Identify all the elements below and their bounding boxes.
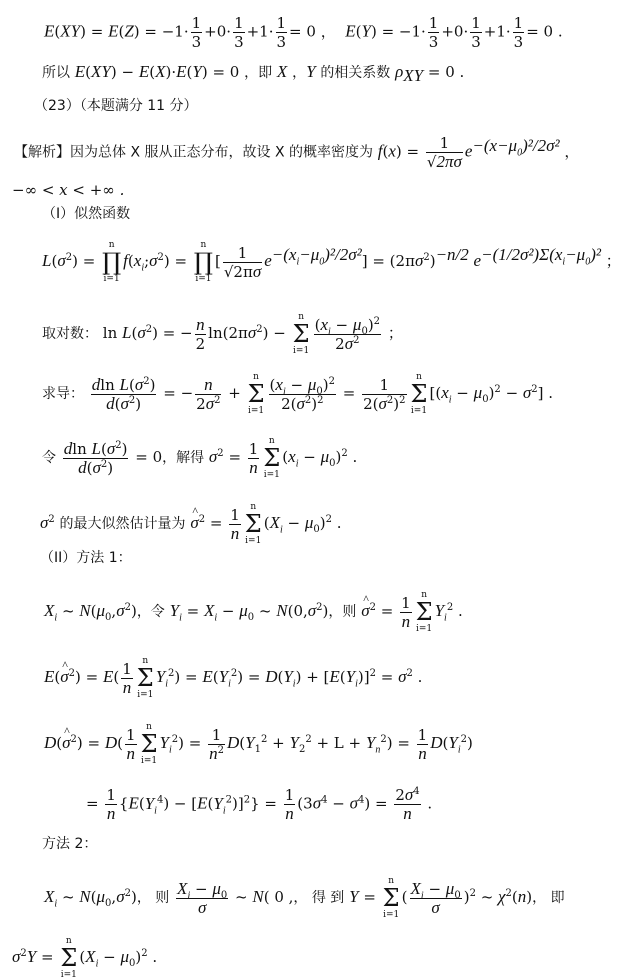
problem-23-heading: （23）（本题满分 11 分） <box>34 98 198 114</box>
log-formula: 取对数： $\ln L(\sigma^2)$ = − $\frac{n}{2}$ $\ln(2\pi\sigma^2)$ − n Σ i=1 $\frac{(x_i - \mu_0)^2}{2\sigma^2}$ ； <box>42 312 403 356</box>
analysis-text: 因为总体 X 服从正态分布，故设 X 的概率密度为 <box>70 144 373 161</box>
part-2-heading: （II）方法 1： <box>40 550 132 566</box>
method-2-heading: 方法 2： <box>42 836 98 852</box>
variance-formula: D(^ $\sigma^2) = D$( $\frac{1}{n}$ n Σ i=1 $Y_i^2$) = $\frac{1}{n^2}$ $D(Y_1^2 + Y_2^2 + L + Y_n^2)$ = $\frac{1}{n}$ $D(Y_i^2)$ <box>44 722 600 766</box>
method1-formula: $X_i$ ~ $N(\mu_0,\sigma^2)$，令 $Y_i = X_i - \mu_0$ ~ $N(0,\sigma^2)$，则 ^ $\sigma^2$ = $\frac{1}{n}$ n Σ i=1 $Y_i^2$ . <box>44 590 600 634</box>
line-analysis: 【解析】因为总体 X 服从正态分布，故设 X 的概率密度为 f(x) = $\frac{1}{√2\pi\sigma}$ $e^{-(x-\mu_0)^2/2\sigma^2}$ ， <box>14 134 580 171</box>
analysis-label: 【解析】 <box>14 144 70 161</box>
likelihood-formula: $L(\sigma^2)$ = n ∏ i=1 $f(x_i;\sigma^2)$ = n ∏ i=1 [ $\frac{1}{√2\pi\sigma}$ $e^{-(x_i-\mu_0)^2/2\sigma^2}] = (2\pi\sigma^2)^{-n/2}$ $e^{-(1/2\sigma^2)\Sigma(x_i-\mu_0)^2}$ ； <box>42 240 621 284</box>
part-1-heading: （I）似然函数 <box>42 206 131 222</box>
mle-formula: $\sigma^2$ 的最大似然估计量为 ^ $\sigma^2$ = $\frac{1}{n}$ n Σ i=1 $(X_i - \mu_0)^2$ . <box>40 502 600 546</box>
variance-result-formula: = $\frac{1}{n}$ $\{E(Y_i^4) - [E(Y_i^2)]^2\}$ = $\frac{1}{n}$ $(3\sigma^4 - \sigma^4)$ = $\frac{2\sigma^4}{n}$ . <box>86 785 433 823</box>
derivative-formula: 求导： $\frac{dln L(\sigma^2)}{d(\sigma^2)}$ = − $\frac{n}{2\sigma^2}$ + n Σ i=1 $\frac{(x_i - \mu_0)^2}{2(\sigma^2)^2}$ = $\frac{1}{2(\sigma^2)^2}$ n Σ i=1 $[(x_i - \mu_0)^2 - \sigma^2]$ . <box>42 372 554 416</box>
line-exy: E(XY) = E(Z) = −1· $\frac{1}{3}$ +0· $\frac{1}{3}$ +1· $\frac{1}{3}$ = 0 ， E(Y) = −1· $\frac{1}{3}$ +0· $\frac{1}{3}$ +1· $\frac{1}{3}$ = 0 . <box>44 14 563 51</box>
method2-formula: $X_i$ ~ $N(\mu_0,\sigma^2)$， 则 $\frac{X_i - \mu_0}{\sigma}$ ~ N( 0 ,， 得 到 Y = n Σ i=1 ( $\frac{X_i - \mu_0}{\sigma}$ )$^2$ ~ $\chi^2(n)$， 即 <box>44 876 565 920</box>
expectation-formula: E(^ $\sigma^2) = E$( $\frac{1}{n}$ n Σ i=1 $Y_i^2) = E(Y_i^2) = D(Y_i) + [E(Y_i)]^2 = \sigma^2$ . <box>44 656 600 700</box>
method2-final-formula: $\sigma^2Y$ = n Σ i=1 $(X_i - \mu_0)^2$ . <box>12 936 158 980</box>
line-correlation: 所以 E(XY) − E(X)·E(Y) = 0 ，即 X ，Y 的相关系数 $\rho_{XY} = 0$ . <box>42 62 465 85</box>
set-zero-formula: 令 $\frac{dln L(\sigma^2)}{d(\sigma^2)}$ = 0，解得 $\sigma^2$ = $\frac{1}{n}$ n Σ i=1 $(x_i - \mu_0)^2$ . <box>42 436 358 480</box>
line-range: −∞ < x < +∞ . <box>12 181 125 199</box>
